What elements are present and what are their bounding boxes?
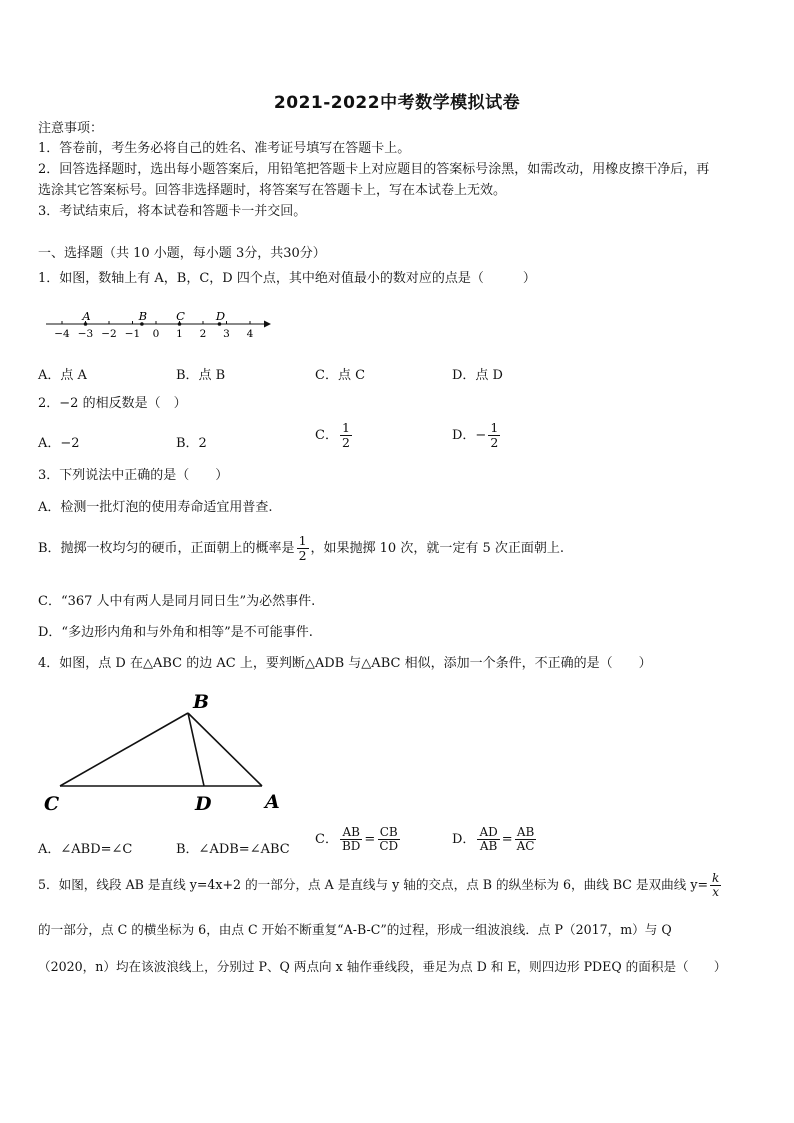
equals-sign: = [364, 832, 376, 847]
fraction-denominator: 2 [298, 548, 307, 563]
side-cb [60, 713, 188, 786]
q3-stem: 3．下列说法中正确的是（ ） [38, 468, 229, 483]
q4-option-d [452, 826, 539, 853]
q5-line-3: （2020，n）均在该波浪线上，分别过 P、Q 两点向 x 轴作垂线段，垂足为点 D 和 E，则四边形 PDEQ 的面积是（ ） [38, 959, 727, 974]
q4-option-c [315, 826, 402, 853]
fraction-denominator: AB [479, 839, 498, 853]
q3-option-b [38, 534, 564, 563]
q4-stem: 4．如图，点 D 在△ABC 的边 AC 上，要判断△ADB 与△ABC 相似，添加一个条件，不正确的是（ ） [38, 656, 652, 671]
number-line-tick-label: −1 [124, 328, 141, 340]
q3-option-b-text: B．抛掷一枚均匀的硬币，正面朝上的概率是 [38, 541, 295, 556]
side-ba [188, 713, 262, 786]
q3-option-a: A．检测一批灯泡的使用寿命适宜用普查. [38, 500, 273, 515]
q4-option-b: B．∠ADB=∠ABC [176, 842, 290, 857]
number-line-tick-label: −3 [77, 328, 94, 340]
notice-item-3: 3．考试结束后，将本试卷和答题卡一并交回。 [38, 204, 307, 219]
q3-option-b-text-cont: ，如果抛掷 10 次，就一定有 5 次正面朝上. [310, 541, 564, 556]
q2-stem: 2．−2 的相反数是（ ） [38, 396, 187, 411]
q4-option-d-left-fraction [477, 826, 499, 853]
q3-option-c: C．“367 人中有两人是同月同日生”为必然事件. [38, 594, 316, 609]
fraction-numerator: AB [342, 825, 360, 839]
notice-heading: 注意事项： [38, 121, 104, 136]
number-line-figure [38, 306, 278, 346]
number-line-tick-label: 3 [223, 328, 230, 340]
q5-line-1 [38, 872, 723, 899]
fraction-denominator: BD [341, 839, 361, 853]
q4-option-a: A．∠ABD=∠C [38, 842, 133, 857]
q5-line-1-text: 5．如图，线段 AB 是直线 y=4x+2 的一部分，点 A 是直线与 y 轴的交点，点 B 的纵坐标为 6，曲线 BC 是双曲线 y= [38, 877, 708, 892]
number-line-tick-label: 1 [176, 328, 183, 340]
q2-option-d-prefix: D．− [452, 428, 487, 443]
segment-bd [188, 713, 204, 786]
notice-item-1: 1．答卷前，考生务必将自己的姓名、准考证号填写在答题卡上。 [38, 141, 411, 156]
page-title: 2021-2022中考数学模拟试卷 [273, 93, 521, 113]
number-line-point-label: D [215, 309, 226, 323]
q4-option-d-prefix: D． [452, 832, 476, 847]
number-line-tick-label: 0 [152, 328, 160, 340]
section-heading: 一、选择题（共 10 小题，每小题 3分，共30分） [38, 246, 326, 261]
q1-option-b: B．点 B [176, 368, 226, 383]
number-line-point-label: C [176, 309, 185, 323]
q2-option-d-fraction [488, 421, 500, 450]
q2-option-a: A．−2 [38, 436, 80, 451]
q2-option-d [452, 421, 502, 450]
q2-option-c-prefix: C． [315, 428, 338, 443]
number-line-tick-label: −2 [101, 328, 117, 340]
vertex-label-b: B [193, 691, 210, 713]
q5-hyperbola-fraction [710, 872, 721, 899]
q1-option-c: C．点 C [315, 368, 366, 383]
fraction-numerator: 1 [341, 420, 350, 435]
q1-stem: 1．如图，数轴上有 A，B，C，D 四个点，其中绝对值最小的数对应的点是（ ） [38, 271, 536, 286]
q4-option-d-right-fraction [515, 826, 537, 853]
fraction-numerator: AB [516, 825, 535, 839]
fraction-numerator: 1 [298, 533, 307, 548]
fraction-denominator: CD [379, 839, 399, 853]
fraction-denominator: 2 [341, 435, 350, 450]
q2-option-c-fraction [340, 421, 352, 450]
vertex-label-c: C [44, 793, 60, 815]
q3-option-d: D．“多边形内角和与外角和相等”是不可能事件. [38, 625, 313, 640]
q2-option-c [315, 421, 354, 450]
notice-item-2: 2．回答选择题时，选出每小题答案后，用铅笔把答题卡上对应题目的答案标号涂黑，如需改动，用橡皮擦干净后，再 [38, 162, 710, 177]
number-line-tick-label: −4 [54, 328, 70, 340]
q3-option-b-fraction [297, 534, 309, 563]
number-line-point-label: A [82, 309, 91, 323]
fraction-numerator: k [712, 871, 720, 885]
q2-option-b: B．2 [176, 436, 207, 451]
q1-option-d: D．点 D [452, 368, 503, 383]
fraction-numerator: AD [479, 825, 498, 839]
q4-option-c-left-fraction [340, 826, 362, 853]
q1-option-a: A．点 A [38, 368, 87, 383]
fraction-denominator: AC [516, 839, 535, 853]
q5-line-2: 的一部分，点 C 的横坐标为 6，由点 C 开始不断重复“A-B-C”的过程，形成一组波浪线．点 P（2017，m）与 Q [38, 922, 672, 937]
number-line-tick-label: 2 [199, 328, 207, 340]
vertex-label-a: A [265, 791, 280, 813]
triangle-figure [38, 686, 298, 816]
number-line-point-label: B [138, 309, 148, 323]
notice-item-2-cont: 选涂其它答案标号。回答非选择题时，将答案写在答题卡上，写在本试卷上无效。 [38, 183, 507, 198]
number-line-arrow-icon [264, 321, 271, 328]
fraction-numerator: 1 [490, 420, 499, 435]
q4-option-c-right-fraction [377, 826, 400, 853]
fraction-numerator: CB [379, 825, 398, 839]
fraction-denominator: x [712, 885, 720, 899]
q4-option-c-prefix: C． [315, 832, 338, 847]
fraction-denominator: 2 [490, 435, 499, 450]
vertex-label-d: D [195, 793, 212, 815]
equals-sign: = [501, 832, 513, 847]
number-line-tick-label: 4 [246, 328, 254, 340]
